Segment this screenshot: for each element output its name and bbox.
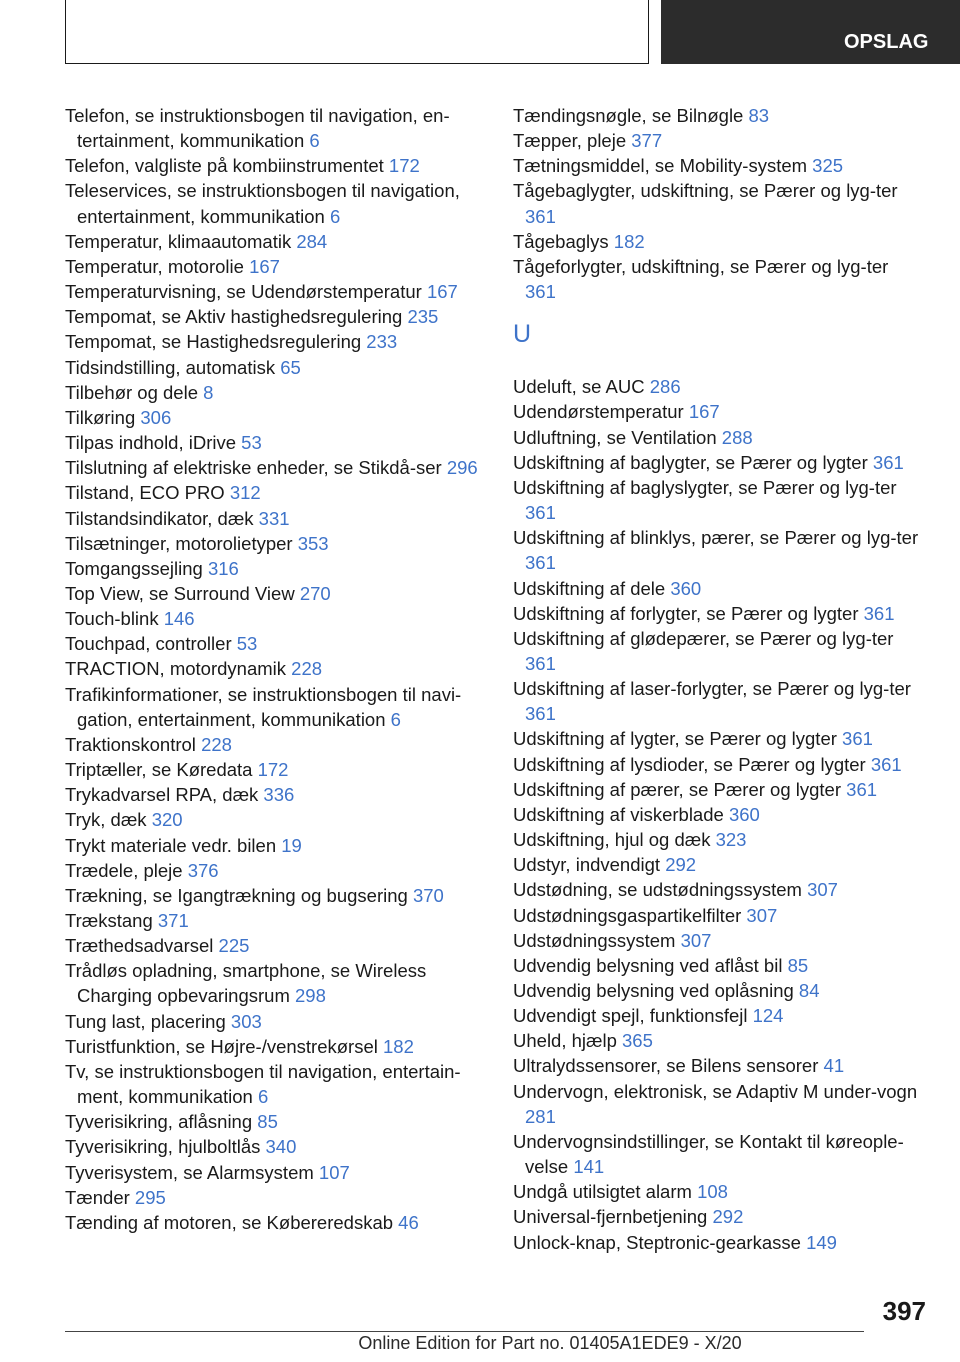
- index-entry: [65, 1109, 485, 1134]
- index-entry: [65, 1134, 485, 1159]
- index-entry-term: Trafikinformationer, se instruktionsbogen til navi-gation, entertainment, kommunikation: [65, 683, 462, 730]
- index-entry-term: Tilsætninger, motorolietyper: [65, 532, 298, 554]
- page-reference-link[interactable]: 295: [134, 1186, 166, 1208]
- index-entry: [513, 877, 923, 902]
- index-entry: [65, 506, 485, 531]
- index-entry: [513, 128, 923, 153]
- page-reference-link[interactable]: 85: [257, 1111, 278, 1133]
- index-entry: [65, 178, 485, 228]
- page-reference-link[interactable]: 361: [525, 281, 556, 303]
- index-entry: [513, 1204, 923, 1229]
- index-entry: [513, 676, 923, 726]
- index-entry-term: Udstødningssystem: [513, 929, 681, 951]
- index-entry: [65, 833, 485, 858]
- index-entry: [65, 229, 485, 254]
- index-column-right: [513, 103, 923, 1255]
- index-entry: [65, 153, 485, 178]
- page-reference-link[interactable]: 325: [812, 155, 844, 177]
- index-entry: [513, 450, 923, 475]
- index-entry-term: Tætningsmiddel, se Mobility-system: [513, 155, 813, 177]
- index-entry-term: Tyverisikring, aflåsning: [65, 1111, 258, 1133]
- index-entry: [513, 178, 923, 228]
- index-entry: [513, 525, 923, 575]
- page-reference-link[interactable]: 284: [296, 230, 328, 252]
- index-entry-term: Universal-fjernbetjening: [513, 1206, 713, 1228]
- index-entry-term: Tænding af motoren, se Købereredskab: [65, 1211, 399, 1233]
- index-entry: [513, 475, 923, 525]
- section-letter: U: [513, 320, 532, 349]
- page-reference-link[interactable]: 172: [257, 759, 289, 781]
- page-reference-link[interactable]: 365: [622, 1030, 653, 1052]
- index-entry-term: Tilbehør og dele: [65, 381, 204, 403]
- index-entry: [65, 103, 485, 153]
- index-entry-term: Udluftning, se Ventilation: [513, 426, 722, 448]
- index-entry-term: Udstødningsgaspartikelfilter: [513, 904, 747, 926]
- index-entry-term: Tændingsnøgle, se Bilnøgle: [513, 105, 749, 126]
- page-number: 397: [882, 1296, 926, 1326]
- index-entry-term: Traktionskontrol: [65, 733, 202, 755]
- index-entry: [65, 1034, 485, 1059]
- index-entry: [513, 726, 923, 751]
- index-entry: [513, 576, 923, 601]
- page-reference-link[interactable]: 361: [525, 552, 556, 574]
- index-entry-term: Unlock-knap, Steptronic-gearkasse: [513, 1231, 807, 1253]
- index-group-u: [513, 374, 923, 1254]
- page-reference-link[interactable]: 376: [187, 859, 219, 881]
- page-reference-link[interactable]: 371: [157, 910, 189, 931]
- index-entry-term: Tempomat, se Aktiv hastighedsregulering: [65, 306, 408, 328]
- index-entry: [65, 757, 485, 782]
- page-reference-link[interactable]: 307: [680, 929, 712, 951]
- page-reference-link[interactable]: 41: [823, 1055, 845, 1077]
- index-entry-term: Undervognsindstillinger, se Kontakt til køreople-velse: [513, 1130, 904, 1178]
- index-entry-term: Trædele, pleje: [65, 859, 188, 881]
- page-reference-link[interactable]: 172: [388, 155, 420, 177]
- index-entry: [513, 827, 923, 852]
- index-entry-term: Tågebaglygter, udskiftning, se Pærer og lyg-ter: [513, 180, 898, 202]
- page-reference-link[interactable]: 361: [846, 778, 878, 800]
- index-entry-term: Udendørstemperatur: [513, 401, 689, 423]
- index-entry: [65, 480, 485, 505]
- index-entry-term: Tung last, placering: [65, 1010, 231, 1032]
- index-entry: [65, 405, 485, 430]
- index-entry: [65, 807, 485, 832]
- index-entry: [513, 752, 923, 777]
- page-reference-link[interactable]: 361: [525, 703, 556, 725]
- index-entry-term: Udskiftning af forlygter, se Pærer og lygter: [513, 602, 864, 624]
- page-reference-link[interactable]: 107: [318, 1161, 350, 1183]
- index-entry: [65, 858, 485, 883]
- index-entry: [513, 103, 923, 128]
- index-entry: [65, 958, 485, 1008]
- index-entry: [65, 329, 485, 354]
- page-reference-link[interactable]: 292: [665, 854, 697, 876]
- index-entry-term: Triptæller, se Køredata: [65, 759, 258, 781]
- index-entry: [513, 1230, 923, 1255]
- page-reference-link[interactable]: 149: [806, 1231, 837, 1253]
- index-entry: [513, 1179, 923, 1204]
- index-entry: [513, 1053, 923, 1078]
- index-entry-term: Tilstandsindikator, dæk: [65, 507, 259, 529]
- index-entry-term: Uheld, hjælp: [513, 1030, 623, 1052]
- page-reference-link[interactable]: 353: [297, 532, 329, 554]
- page-reference-link[interactable]: 8: [203, 381, 214, 403]
- index-entry-term: Tryk, dæk: [65, 809, 152, 831]
- index-entry-term: Udeluft, se AUC: [513, 376, 650, 398]
- page-reference-link[interactable]: 167: [426, 281, 458, 303]
- index-entry-term: Tilpas indhold, iDrive: [65, 432, 242, 454]
- index-entry-term: Tågeforlygter, udskiftning, se Pærer og lyg-ter: [513, 255, 889, 277]
- page-reference-link[interactable]: 298: [295, 985, 326, 1007]
- page-reference-link[interactable]: 307: [746, 904, 778, 926]
- index-entry: [65, 1185, 485, 1210]
- index-entry-term: Udstyr, indvendigt: [513, 854, 666, 876]
- index-entry: [65, 682, 485, 732]
- index-entry-term: Udskiftning af viskerblade: [513, 803, 729, 825]
- index-entry-term: Teleservices, se instruktionsbogen til navigation, entertainment, kommunikation: [65, 180, 460, 227]
- page-reference-link[interactable]: 233: [366, 331, 398, 353]
- page-reference-link[interactable]: 361: [872, 451, 904, 473]
- index-entry: [65, 1059, 485, 1109]
- page-reference-link[interactable]: 108: [697, 1181, 728, 1203]
- index-entry-term: Udskiftning af lysdioder, se Pærer og lygter: [513, 753, 871, 775]
- index-entry-term: Temperatur, klimaautomatik: [65, 230, 297, 252]
- index-entry-term: Undgå utilsigtet alarm: [513, 1181, 698, 1203]
- index-entry-term: Udvendigt spejl, funktionsfejl: [513, 1005, 753, 1027]
- index-entry-term: Udskiftning af blinklys, pærer, se Pærer og lyg-ter: [513, 527, 919, 549]
- page-reference-link[interactable]: 312: [229, 482, 261, 504]
- index-column-left: [65, 103, 485, 1235]
- index-entry-term: Udskiftning af laser-forlygter, se Pærer og lyg-ter: [513, 678, 911, 700]
- page-reference-link[interactable]: 235: [407, 306, 439, 328]
- index-entry-term: Tv, se instruktionsbogen til navigation, entertain-ment, kommunikation: [65, 1060, 461, 1108]
- index-entry: [65, 883, 485, 908]
- index-entry: [65, 1210, 485, 1235]
- page-reference-link[interactable]: 167: [249, 255, 280, 277]
- index-entry-term: Temperaturvisning, se Udendørstemperatur: [65, 281, 427, 303]
- index-entry: [65, 656, 485, 681]
- index-entry: [65, 531, 485, 556]
- index-entry-term: Tågebaglys: [513, 230, 614, 252]
- page-reference-link[interactable]: 19: [281, 834, 302, 856]
- index-entry: [65, 782, 485, 807]
- page-reference-link[interactable]: 83: [748, 105, 770, 126]
- header-frame: [65, 0, 649, 64]
- index-entry: [513, 601, 923, 626]
- index-entry-term: Touchpad, controller: [65, 633, 237, 655]
- page-reference-link[interactable]: 331: [258, 507, 290, 529]
- index-entry-term: Tidsindstilling, automatisk: [65, 356, 281, 378]
- index-entry-term: Tænder: [65, 1186, 135, 1208]
- page-reference-link[interactable]: 270: [299, 582, 331, 604]
- page-reference-link[interactable]: 377: [631, 130, 663, 152]
- index-entry: [513, 153, 923, 178]
- page-reference-link[interactable]: 340: [265, 1136, 297, 1158]
- page-reference-link[interactable]: 320: [151, 809, 183, 831]
- page-reference-link[interactable]: 6: [309, 130, 320, 152]
- index-entry-term: Udvendig belysning ved oplåsning: [513, 980, 799, 1001]
- page-reference-link[interactable]: 146: [163, 608, 195, 630]
- index-entry: [65, 254, 485, 279]
- index-entry: [513, 903, 923, 928]
- page-reference-link[interactable]: 361: [525, 502, 556, 524]
- index-group-t: [513, 103, 923, 304]
- page-reference-link[interactable]: 361: [863, 602, 895, 624]
- index-entry: [65, 1009, 485, 1034]
- page-reference-link[interactable]: 85: [787, 954, 809, 976]
- index-entry-term: Udskiftning af dele: [513, 577, 671, 599]
- footer-edition: Online Edition for Part no. 01405A1EDE9 - X/20: [358, 1333, 742, 1353]
- page-reference-link[interactable]: 361: [525, 652, 556, 674]
- page-reference-link[interactable]: 296: [446, 457, 478, 479]
- index-entry: [513, 802, 923, 827]
- page-reference-link[interactable]: 281: [525, 1105, 556, 1127]
- page-reference-link[interactable]: 228: [291, 658, 323, 680]
- index-entry-term: Trækstang: [65, 910, 158, 931]
- page-reference-link[interactable]: 360: [670, 577, 702, 599]
- page-reference-link[interactable]: 182: [613, 230, 645, 252]
- index-entry-term: Trykt materiale vedr. bilen: [65, 834, 282, 856]
- index-entry: [65, 279, 485, 304]
- page-reference-link[interactable]: 361: [870, 753, 902, 775]
- index-entry: [65, 581, 485, 606]
- page-reference-link[interactable]: 323: [715, 829, 747, 851]
- index-entry: [513, 425, 923, 450]
- index-entry: [65, 933, 485, 958]
- index-entry: [513, 254, 923, 304]
- index-entry-term: Tæpper, pleje: [513, 130, 632, 152]
- index-entry-term: Touch-blink: [65, 608, 164, 630]
- index-entry: [65, 355, 485, 380]
- index-entry: [513, 1028, 923, 1053]
- page-reference-link[interactable]: 370: [412, 884, 444, 906]
- index-entry: [65, 380, 485, 405]
- index-entry-term: Udvendig belysning ved aflåst bil: [513, 954, 788, 976]
- index-entry-term: Udskiftning af baglyslygter, se Pærer og lyg-ter: [513, 476, 897, 498]
- page-reference-link[interactable]: 6: [390, 708, 401, 730]
- page-reference-link[interactable]: 316: [207, 557, 239, 579]
- index-entry-term: Temperatur, motorolie: [65, 255, 250, 277]
- page-reference-link[interactable]: 286: [649, 376, 681, 398]
- page-reference-link[interactable]: 225: [218, 935, 250, 957]
- index-entry-term: Tyverisystem, se Alarmsystem: [65, 1161, 319, 1183]
- page-reference-link[interactable]: 307: [807, 879, 838, 901]
- index-entry-term: Trykadvarsel RPA, dæk: [65, 784, 264, 806]
- page-reference-link[interactable]: 182: [383, 1035, 414, 1057]
- page-reference-link[interactable]: 303: [230, 1010, 262, 1032]
- index-entry-term: TRACTION, motordynamik: [65, 658, 292, 680]
- index-entry: [65, 1160, 485, 1185]
- page-reference-link[interactable]: 288: [721, 426, 753, 448]
- page-reference-link[interactable]: 46: [398, 1211, 419, 1233]
- index-entry-term: Top View, se Surround View: [65, 582, 300, 604]
- index-entry: [65, 606, 485, 631]
- index-entry-term: Udskiftning af baglygter, se Pærer og lygter: [513, 451, 873, 473]
- index-entry: [513, 953, 923, 978]
- page-reference-link[interactable]: 361: [842, 728, 873, 750]
- page-reference-link[interactable]: 360: [728, 803, 760, 825]
- index-entry: [65, 732, 485, 757]
- index-entry-term: Tomgangssejling: [65, 557, 208, 579]
- index-entry: [65, 455, 485, 480]
- index-entry-term: Udskiftning, hjul og dæk: [513, 829, 716, 851]
- page-reference-link[interactable]: 292: [712, 1206, 744, 1228]
- index-entry-term: Turistfunktion, se Højre-/venstrekørsel: [65, 1035, 384, 1057]
- page-reference-link[interactable]: 53: [236, 633, 258, 655]
- index-entry-term: Tilstand, ECO PRO: [65, 482, 230, 504]
- page-reference-link[interactable]: 141: [573, 1156, 605, 1178]
- index-entry: [513, 978, 923, 1003]
- index-entry: [65, 631, 485, 656]
- index-entry: [65, 430, 485, 455]
- page-reference-link[interactable]: 228: [201, 733, 232, 755]
- index-entry: [65, 908, 485, 933]
- page-reference-link[interactable]: 6: [257, 1086, 269, 1108]
- page-reference-link[interactable]: 167: [688, 401, 720, 423]
- index-entry: [65, 556, 485, 581]
- index-entry: [513, 1129, 923, 1179]
- chapter-tab[interactable]: OPSLAG: [661, 0, 960, 64]
- index-entry-term: Trækning, se Igangtrækning og bugsering: [65, 884, 413, 906]
- index-entry-term: Undervogn, elektronisk, se Adaptiv M under-vogn: [513, 1080, 918, 1102]
- index-entry-term: Tilkøring: [65, 406, 141, 428]
- page-reference-link[interactable]: 361: [525, 205, 556, 227]
- index-entry: [513, 928, 923, 953]
- index-entry-term: Tempomat, se Hastighedsregulering: [65, 331, 367, 353]
- page-reference-link[interactable]: 6: [329, 205, 341, 227]
- page-reference-link[interactable]: 336: [263, 784, 295, 806]
- page-reference-link[interactable]: 84: [798, 980, 820, 1001]
- index-entry-term: Udskiftning af pærer, se Pærer og lygter: [513, 778, 847, 800]
- index-entry: [513, 399, 923, 424]
- page-reference-link[interactable]: 53: [241, 432, 262, 454]
- index-entry-term: Telefon, valgliste på kombiinstrumentet: [65, 155, 389, 177]
- index-entry-term: Træthedsadvarsel: [65, 935, 219, 957]
- index-entry-term: Udskiftning af glødepærer, se Pærer og lyg-ter: [513, 627, 894, 649]
- page-reference-link[interactable]: 124: [752, 1005, 784, 1027]
- index-entry: [513, 1079, 923, 1129]
- index-entry-term: Tyverisikring, hjulboltlås: [65, 1136, 266, 1158]
- page-reference-link[interactable]: 65: [280, 356, 301, 378]
- index-entry-term: Trådløs opladning, smartphone, se Wireless Charging opbevaringsrum: [65, 960, 427, 1007]
- index-entry: [65, 304, 485, 329]
- index-entry: [513, 374, 923, 399]
- index-entry: [513, 626, 923, 676]
- index-entry: [513, 229, 923, 254]
- page-reference-link[interactable]: 306: [140, 406, 172, 428]
- index-entry: [513, 1003, 923, 1028]
- index-entry-term: Tilslutning af elektriske enheder, se Stikdå-ser: [65, 457, 447, 479]
- index-entry-term: Telefon, se instruktionsbogen til navigation, en-tertainment, kommunikation: [65, 105, 450, 152]
- index-entry-term: Udskiftning af lygter, se Pærer og lygter: [513, 728, 843, 750]
- index-entry: [513, 852, 923, 877]
- index-entry: [513, 777, 923, 802]
- index-entry-term: Ultralydssensorer, se Bilens sensorer: [513, 1055, 824, 1077]
- index-entry-term: Udstødning, se udstødningssystem: [513, 879, 808, 901]
- footer-divider: [65, 1331, 864, 1332]
